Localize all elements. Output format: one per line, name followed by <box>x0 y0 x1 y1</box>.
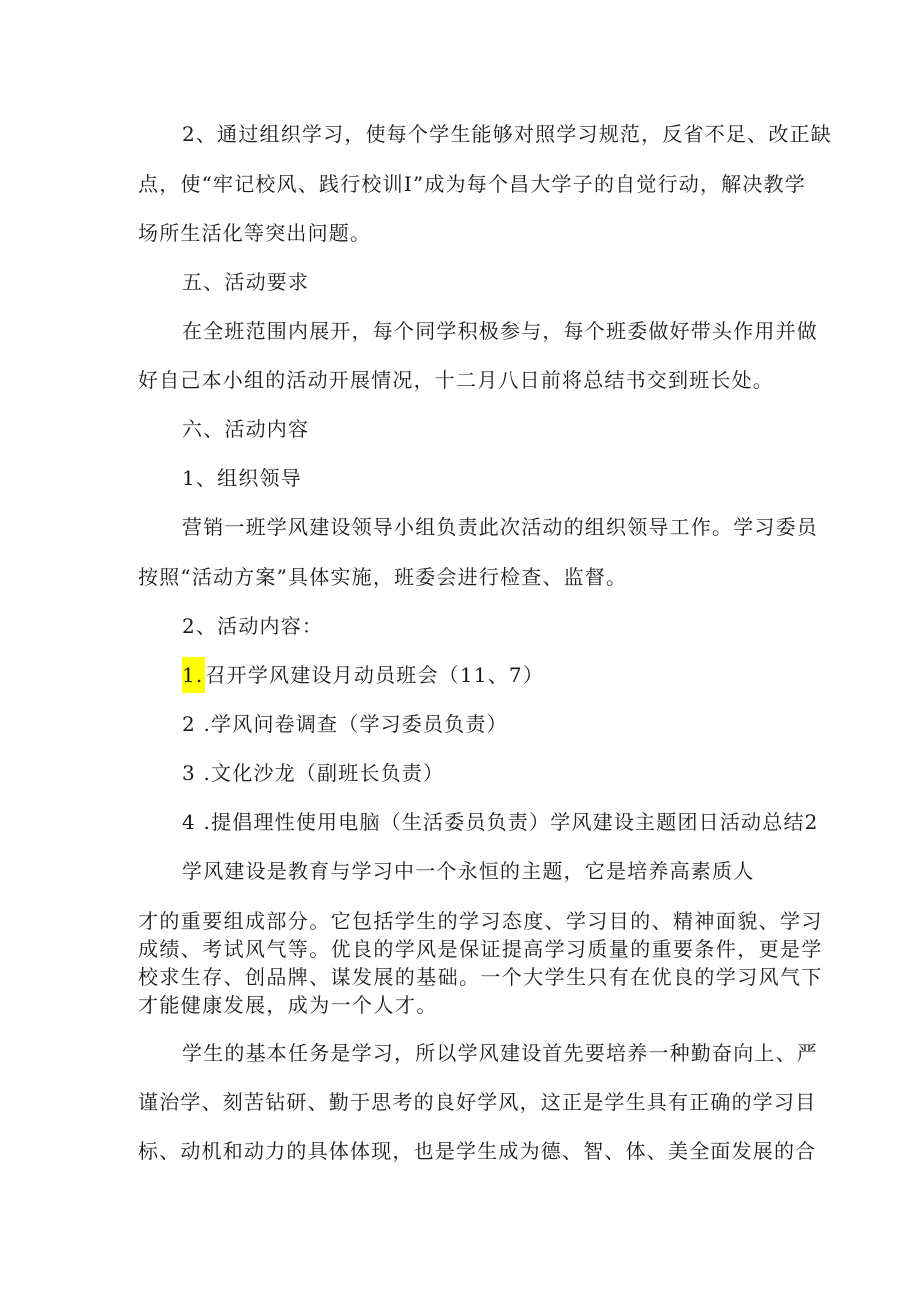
paragraph-line: 成绩、考试风气等。优良的学风是保证提高学习质量的重要条件，更是学 <box>138 937 823 961</box>
list-item-text: 召开学风建设月动员班会（11、7） <box>205 663 545 687</box>
section-heading: 五、活动要求 <box>182 270 310 294</box>
paragraph-line: 2、通过组织学习，使每个学生能够对照学习规范，反省不足、改正缺 <box>182 122 832 146</box>
paragraph-line: 才的重要组成部分。它包括学生的学习态度、学习目的、精神面貌、学习 <box>138 909 823 933</box>
list-item: 3 .文化沙龙（副班长负责） <box>182 761 445 785</box>
highlighted-list-number: 1. <box>182 657 205 693</box>
list-item <box>182 663 544 687</box>
paragraph-line: 标、动机和动力的具体体现，也是学生成为德、智、体、美全面发展的合 <box>138 1139 817 1163</box>
list-item: 2 .学风问卷调查（学习委员负责） <box>182 712 508 736</box>
paragraph-line: 校求生存、创品牌、谋发展的基础。一个大学生只有在优良的学习风气下 <box>138 965 823 989</box>
paragraph-line: 点，使“牢记校风、践行校训I”成为每个昌大学子的自觉行动，解决教学 <box>138 172 806 196</box>
paragraph-line: 在全班范围内展开，每个同学积极参与，每个班委做好带头作用并做 <box>182 319 818 343</box>
paragraph-line: 按照“活动方案”具体实施，班委会进行检查、监督。 <box>138 565 628 589</box>
paragraph-line: 学生的基本任务是学习，所以学风建设首先要培养一种勤奋向上、严 <box>182 1041 818 1065</box>
paragraph-line: 好自己本小组的活动开展情况，十二月八日前将总结书交到班长处。 <box>138 368 774 392</box>
paragraph-line: 才能健康发展，成为一个人才。 <box>138 993 438 1017</box>
subsection-heading: 1、组织领导 <box>182 466 302 490</box>
list-item: 4 .提倡理性使用电脑（生活委员负责）学风建设主题团日活动总结2 <box>182 810 819 834</box>
paragraph-line: 学风建设是教育与学习中一个永恒的主题，它是培养高素质人 <box>182 859 755 883</box>
paragraph-line: 营销一班学风建设领导小组负责此次活动的组织领导工作。学习委员 <box>182 515 818 539</box>
paragraph-line: 谨治学、刻苦钻研、勤于思考的良好学风，这正是学生具有正确的学习目 <box>138 1090 817 1114</box>
paragraph-line: 场所生活化等突出问题。 <box>138 221 372 245</box>
section-heading: 六、活动内容 <box>182 417 310 441</box>
subsection-heading: 2、活动内容： <box>182 614 324 638</box>
